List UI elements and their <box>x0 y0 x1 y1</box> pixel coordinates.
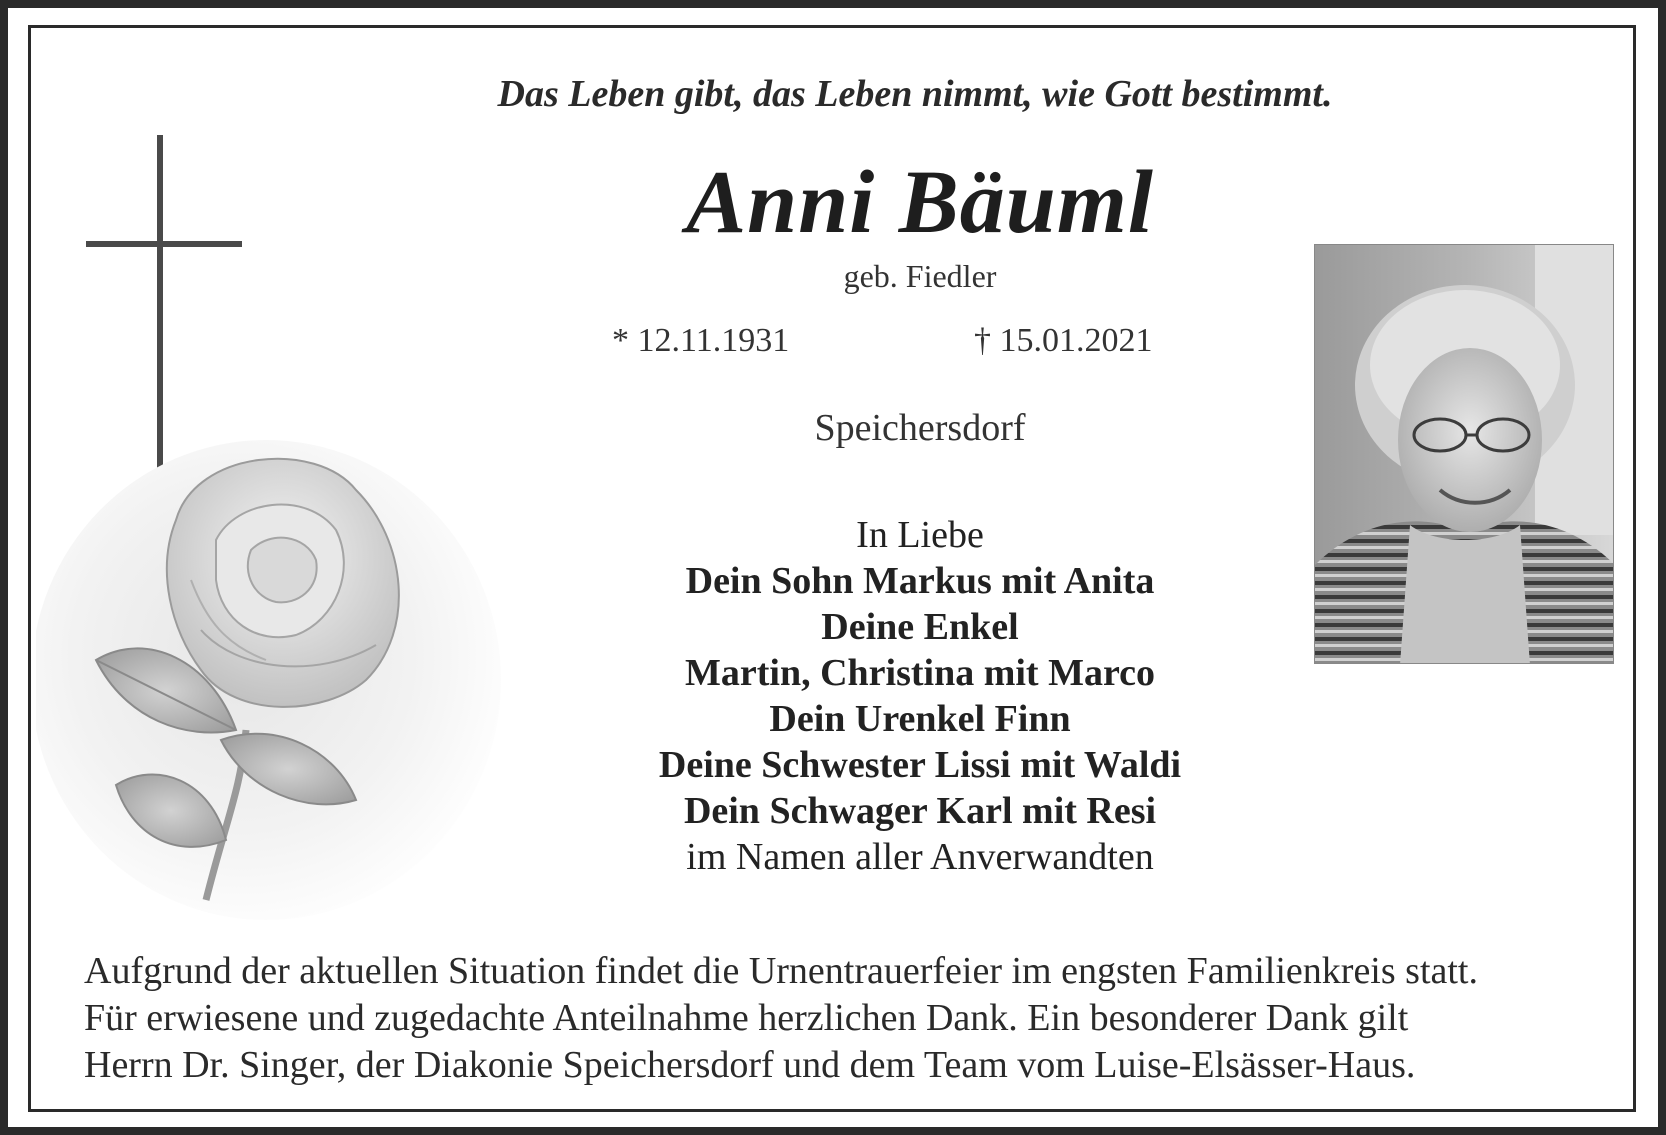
mourners-closing: im Namen aller Anverwandten <box>686 836 1154 878</box>
death-date: † 15.01.2021 <box>974 322 1153 359</box>
mourner-line: Dein Urenkel Finn <box>769 698 1071 740</box>
mourner-line: Deine Enkel <box>821 606 1019 648</box>
birth-date: * 12.11.1931 <box>612 322 790 359</box>
mourner-line: Dein Sohn Markus mit Anita <box>685 560 1155 602</box>
rose-illustration <box>36 430 506 920</box>
deceased-name: Anni Bäuml <box>686 153 1154 252</box>
notice-line: Herrn Dr. Singer, der Diakonie Speichersdorf und dem Team vom Luise-Elsässer-Haus. <box>84 1044 1416 1086</box>
place: Speichersdorf <box>814 407 1026 449</box>
motto: Das Leben gibt, das Leben nimmt, wie Gott bestimmt. <box>497 73 1333 115</box>
mourner-line: Martin, Christina mit Marco <box>685 652 1155 694</box>
notice-line: Für erwiesene und zugedachte Anteilnahme herzlichen Dank. Ein besonderer Dank gilt <box>84 997 1409 1039</box>
funeral-notice <box>84 948 1624 1089</box>
mourner-line: Deine Schwester Lissi mit Waldi <box>658 744 1182 786</box>
notice-line: Aufgrund der aktuellen Situation findet die Urnentrauerfeier im engsten Familienkreis statt. <box>84 950 1478 992</box>
life-dates <box>600 322 1200 362</box>
maiden-name: geb. Fiedler <box>843 258 997 294</box>
portrait-photo <box>1314 244 1614 664</box>
mourners-list <box>560 512 1280 880</box>
mourners-intro: In Liebe <box>856 514 984 556</box>
mourner-line: Dein Schwager Karl mit Resi <box>683 790 1157 832</box>
